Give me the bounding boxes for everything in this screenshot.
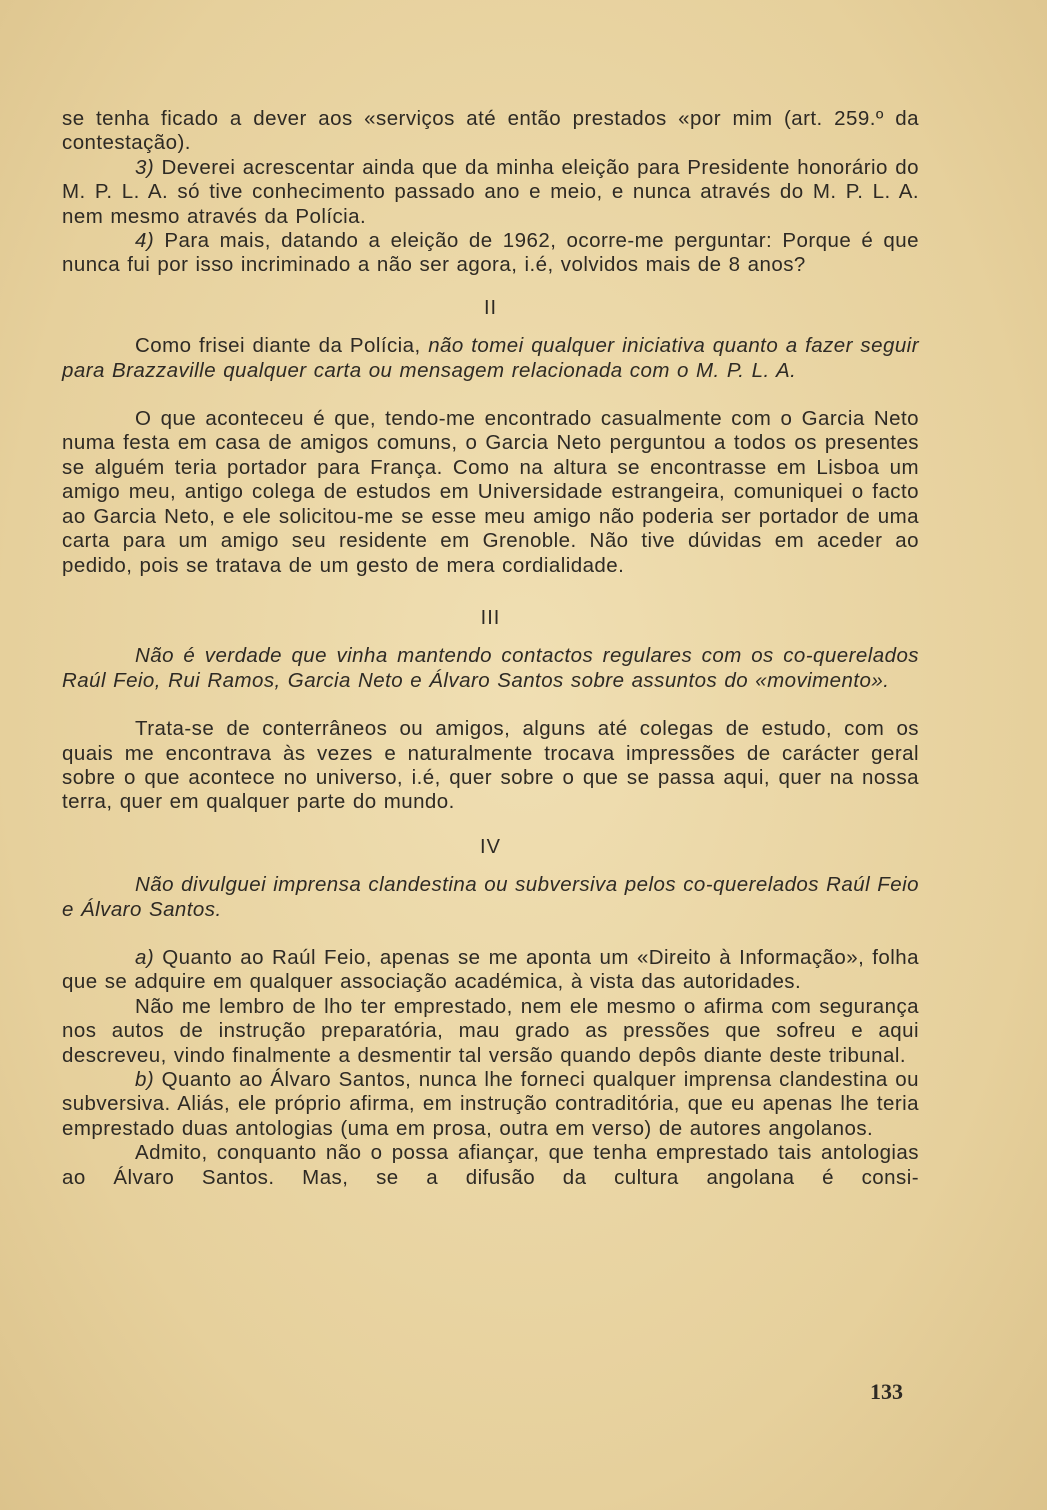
paragraph-text: Como frisei diante da Polícia, xyxy=(135,334,421,358)
section-heading-iv: IV xyxy=(480,835,501,858)
paragraph-item-b xyxy=(62,1068,919,1141)
item-number: a) xyxy=(135,945,155,969)
paragraph-text: Quanto ao Raúl Feio, apenas se me aponta um «Direito à Informação», folha que se adquire em qualquer associação académica, à vista das autoridades. xyxy=(62,945,919,994)
paragraph-text-italic: não tomei qualquer iniciativa quanto a fazer seguir para Brazzaville qualquer carta ou mensagem relacionada com o M. P. L. A. xyxy=(62,334,919,382)
paragraph-text: Para mais, datando a eleição de 1962, ocorre-me perguntar: Porque é que nunca fui por isso incriminado a não ser agora, i.é, volvidos mais de 8 anos? xyxy=(62,229,919,277)
item-number: 3) xyxy=(135,155,155,179)
item-number: b) xyxy=(135,1068,155,1091)
paragraph-text: Deverei acrescentar ainda que da minha eleição para Presidente honorário do M. P. L. A. só tive conhecimento passado ano e meio, e nunca através do M. P. L. A. nem mesmo através da Polícia. xyxy=(62,155,919,228)
paragraph-item-4 xyxy=(62,229,919,278)
paragraph: O que aconteceu é que, tendo-me encontrado casualmente com o Garcia Neto numa festa em casa de amigos comuns, o Garcia Neto perguntou a todos os presentes se alguém teria portador para França. Como na altura se encontrasse em Lisboa um amigo meu, antigo colega de estudos em Universidade estrangeira, comuniquei o facto ao Garcia Neto, e ele solicitou-me se esse meu amigo não poderia ser portador de uma carta para um amigo seu residente em Grenoble. Não tive dúvidas em aceder ao pedido, pois se tratava de um gesto de mera cordialidade. xyxy=(62,407,919,577)
paragraph: Não me lembro de lho ter emprestado, nem ele mesmo o afirma com segurança nos autos de instrução preparatória, mau grado as pressões que sofreu e aqui descreveu, vindo finalmente a desmentir tal versão quando depôs diante deste tribunal. xyxy=(62,994,919,1067)
paragraph-italic: Não divulguei imprensa clandestina ou subversiva pelos co-querelados Raúl Feio e Álvaro Santos. xyxy=(62,873,919,921)
paragraph-italic: Não é verdade que vinha mantendo contactos regulares com os co-querelados Raúl Feio, Rui Ramos, Garcia Neto e Álvaro Santos sobre assuntos do «movimento». xyxy=(62,644,919,692)
paragraph-item-3 xyxy=(62,156,919,229)
section-heading-ii: II xyxy=(483,296,498,319)
item-number: 4) xyxy=(135,229,155,253)
section-heading-iii: III xyxy=(480,606,501,629)
paragraph xyxy=(62,334,919,383)
page-number: 133 xyxy=(870,1379,903,1404)
paragraph: Admito, conquanto não o possa afiançar, que tenha emprestado tais antologias ao Álvaro Santos. Mas, se a difusão da cultura angolana é consi- xyxy=(62,1141,919,1189)
paragraph: Trata-se de conterrâneos ou amigos, alguns até colegas de estudo, com os quais me encontrava às vezes e naturalmente trocava impressões de carácter geral sobre o que acontece no universo, i.é, quer sobre o que se passa aqui, quer na nossa terra, quer em qualquer parte do mundo. xyxy=(62,717,919,814)
paragraph: se tenha ficado a dever aos «serviços até então prestados «por mim (art. 259.º da contestação). xyxy=(62,107,919,155)
page-body xyxy=(62,107,919,1190)
paragraph-item-a xyxy=(62,946,919,995)
paragraph-text: Quanto ao Álvaro Santos, nunca lhe forneci qualquer imprensa clandestina ou subversiva. Aliás, ele próprio afirma, em instrução contraditória, que eu apenas lhe teria emprestado duas antologias (uma em prosa, outra em verso) de autores angolanos. xyxy=(62,1068,919,1140)
